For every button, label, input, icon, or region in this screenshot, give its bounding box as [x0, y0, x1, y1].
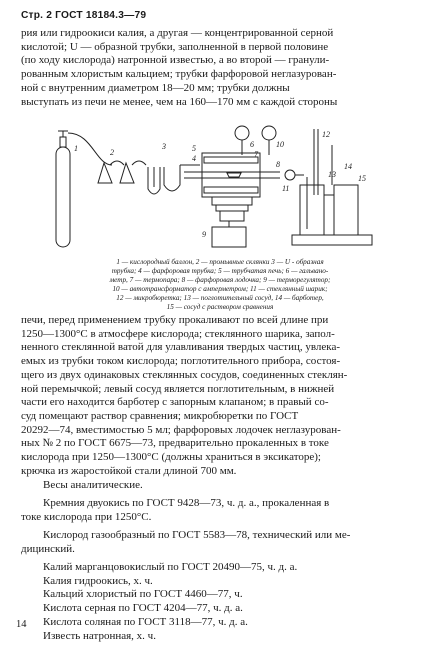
label-8: 8 — [276, 160, 280, 169]
text-line: крючка из жаростойкой стали длиной 700 мм. — [21, 464, 237, 477]
reagent-item: Кислота соляная по ГОСТ 3118—77, ч. д. а. — [43, 615, 248, 628]
label-9: 9 — [202, 230, 206, 239]
label-1: 1 — [74, 144, 78, 153]
text-line: части его находится барботер с запорным клапаном; в правый со- — [21, 396, 329, 409]
label-10: 10 — [276, 140, 284, 149]
paragraph-4 — [21, 497, 413, 524]
galvanometer — [235, 126, 249, 140]
reagent-item: Калия гидроокись, х. ч. — [43, 574, 153, 587]
text-line: щего из двух одинаковых стеклянных сосудов, соединенных стеклян- — [21, 368, 348, 381]
paragraph-5 — [21, 529, 413, 556]
label-7: 7 — [254, 150, 258, 159]
label-13: 13 — [328, 170, 336, 179]
caption-line: 10 — автотрансформатор с амперметром; 11 — стеклянный шарик; — [112, 285, 328, 293]
porcelain-boat — [227, 173, 241, 177]
text-line: ных № 2 по ГОСТ 6675—73, предварительно прокаленных в токе — [21, 437, 329, 450]
label-4: 4 — [192, 154, 196, 163]
text-line: дицинский. — [21, 542, 75, 555]
reagent-item: Известь натронная, х. ч. — [43, 629, 156, 642]
caption-line: метр, 7 — термопара; 8 — фарфоровая лодочка; 9 — терморегулятор; — [109, 276, 331, 284]
text-line: ненного стеклянной ватой для улавливания твердых частиц, увлека- — [21, 341, 341, 354]
text-line: кислорода при 1250—1300°С (должны храниться в эксикаторе); — [21, 451, 321, 464]
u-tube — [148, 165, 180, 194]
text-line: ной с внутренним диаметром 18—20 мм; трубки должны — [21, 81, 290, 94]
text-line: Кремния двуокись по ГОСТ 9428—73, ч. д. а., прокаленная в — [43, 497, 330, 509]
reference-vessel — [334, 185, 358, 235]
label-15: 15 — [358, 174, 366, 183]
caption-line: 15 — сосуд с раствором сравнения — [166, 303, 274, 311]
text-line: рия или гидроокиси калия, а другая — концентрированной серной — [21, 27, 334, 39]
autotransformer — [262, 126, 276, 140]
paragraph-3 — [21, 479, 413, 493]
text-line: Весы аналитические. — [43, 479, 143, 491]
label-14: 14 — [344, 162, 352, 171]
thermoregulator — [212, 227, 246, 247]
caption-line: 12 — микробюретка; 13 — поглотительный сосуд, 14 — барботер, — [116, 294, 324, 302]
label-3: 3 — [162, 142, 166, 151]
text-line: (по ходу кислорода) натронной известью, а во второй — гранули- — [21, 54, 330, 67]
text-line: Кислород газообразный по ГОСТ 5583—78, технический или ме- — [43, 529, 351, 541]
text-line: 20292—74, вместимостью 5 мл; фарфоровых лодочек неглазурован- — [21, 423, 341, 436]
tube-furnace — [202, 153, 260, 221]
label-6: 6 — [250, 140, 254, 149]
paragraph-2 — [21, 314, 413, 478]
reagent-item: Кислота серная по ГОСТ 4204—77, ч. д. а. — [43, 602, 243, 615]
text-line: 1250—1300°С в атмосфере кислорода; стеклянного шарика, запол- — [21, 327, 335, 340]
paragraph-1 — [21, 27, 413, 109]
label-11: 11 — [282, 184, 290, 193]
reagent-item: Калий марганцовокислый по ГОСТ 20490—75, ч. д. а. — [43, 561, 298, 573]
label-12: 12 — [322, 130, 330, 139]
text-line: кислотой; U — образной трубки, заполненной в первой половине — [21, 40, 329, 53]
text-line: суд помещают раствор сравнения; микробюретки по ГОСТ — [21, 409, 299, 422]
text-line: ной перемычкой; левый сосуд является поглотительным, в нижней — [21, 382, 335, 395]
absorption-vessel — [300, 185, 324, 235]
figure-caption — [34, 258, 406, 312]
reagent-list — [21, 561, 413, 643]
text-line: токе кислорода при 1250°С. — [21, 510, 152, 523]
apparatus-diagram — [52, 125, 377, 253]
washing-bottles — [98, 161, 146, 183]
text-line: емых из трубки током кислорода; поглотительного прибора, состоя- — [21, 355, 341, 368]
text-line: рованным хлористым кальцием; трубки фарфоровой неглазурован- — [21, 68, 337, 81]
text-line: печи, перед применением трубку прокаливают по всей длине при — [21, 314, 329, 326]
glass-bulb — [285, 170, 295, 180]
reagent-item: Кальций хлористый по ГОСТ 4460—77, ч. — [43, 588, 243, 601]
text-line: выступать из печи не менее, чем на 160—170 мм с каждой стороны — [21, 95, 338, 108]
caption-line: 1 — кислородный баллон, 2 — промывные склянки 3 — U - образная — [116, 258, 324, 266]
label-5: 5 — [192, 144, 196, 153]
page-header: Стр. 2 ГОСТ 18184.3—79 — [21, 10, 147, 21]
oxygen-cylinder — [56, 131, 70, 247]
page-number: 14 — [16, 619, 27, 630]
caption-line: трубка; 4 — фарфоровая трубка; 5 — трубчатая печь; 6 — гальвано- — [111, 267, 329, 275]
label-2: 2 — [110, 148, 114, 157]
